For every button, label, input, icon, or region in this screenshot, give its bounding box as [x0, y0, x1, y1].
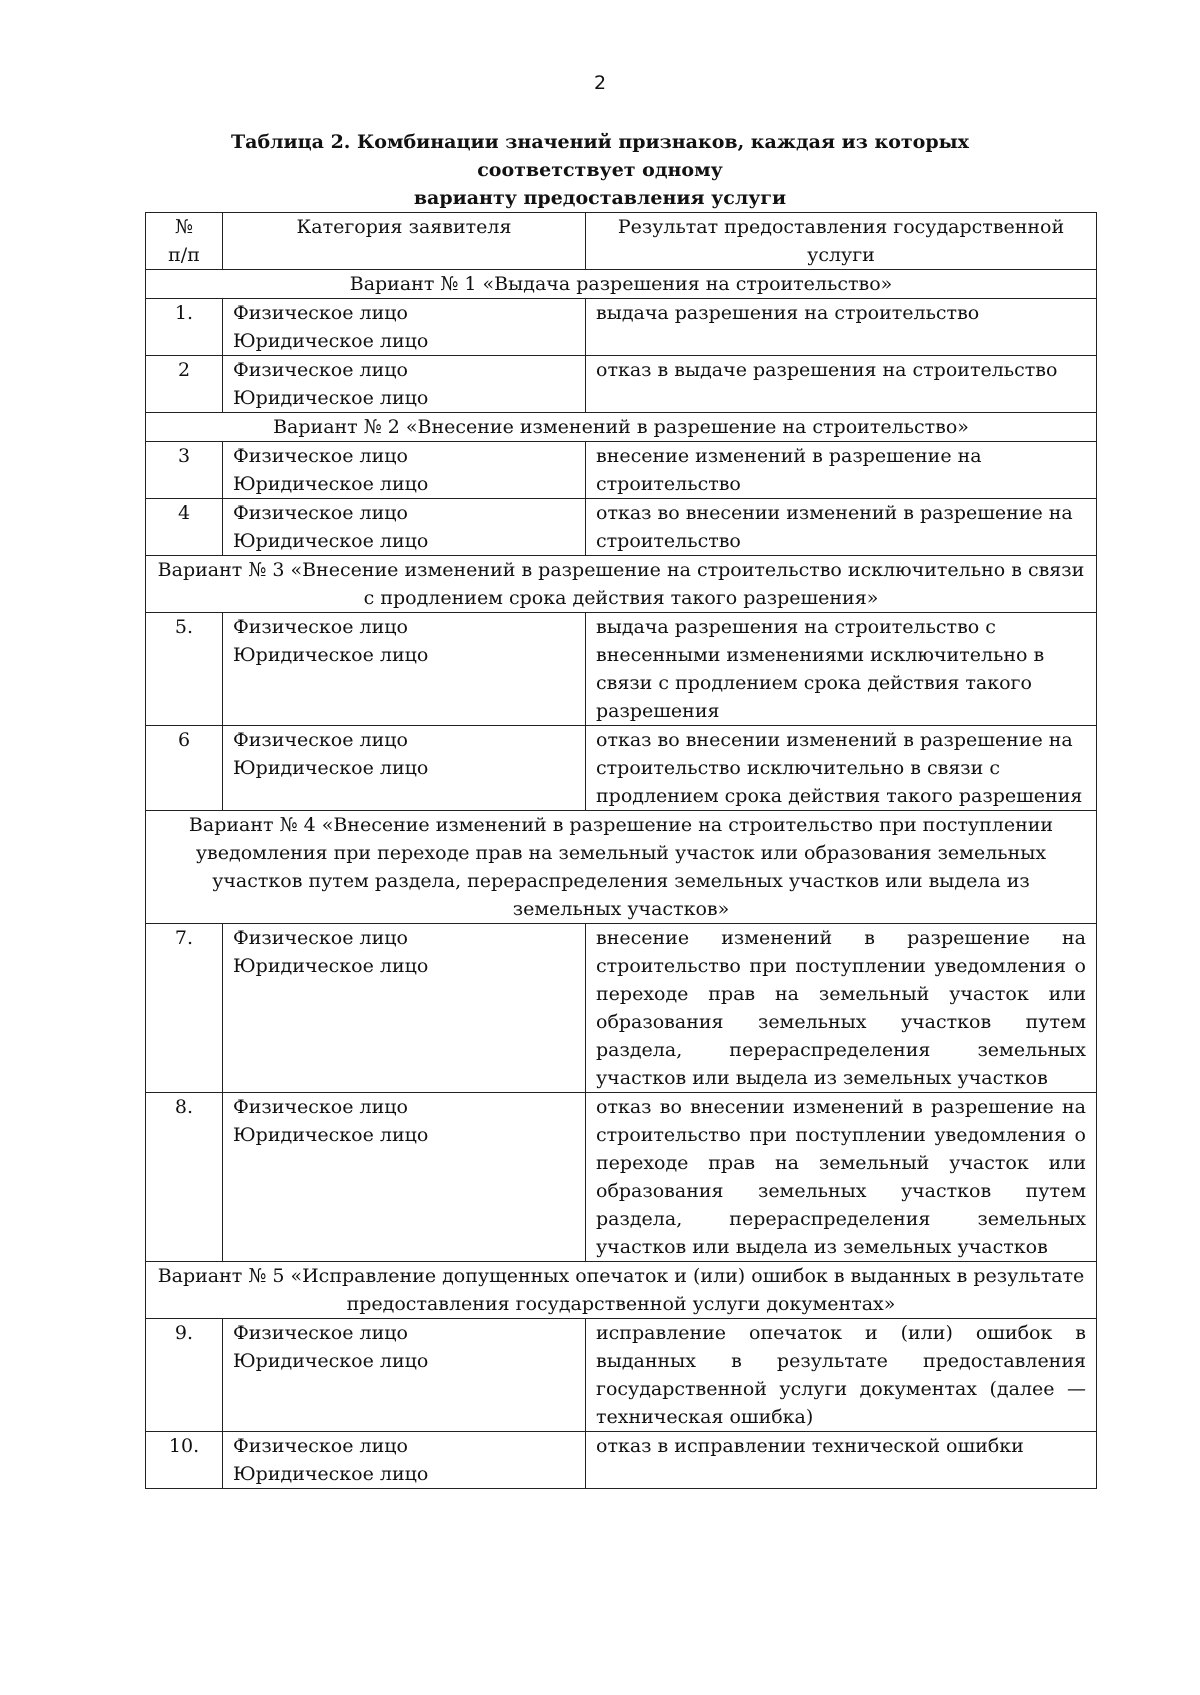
- service-result: выдача разрешения на строительство с внесенными изменениями исключительно в связи с продлением срока действия такого разрешения: [586, 613, 1097, 726]
- applicant-category: Физическое лицо Юридическое лицо: [223, 924, 586, 1093]
- table-row: [146, 499, 1097, 556]
- row-number: 4: [146, 499, 223, 556]
- row-number: 9.: [146, 1319, 223, 1432]
- applicant-category: Физическое лицо Юридическое лицо: [223, 1319, 586, 1432]
- variant-title: Вариант № 3 «Внесение изменений в разрешение на строительство исключительно в связи с продлением срока действия такого разрешения»: [146, 556, 1097, 613]
- service-result: отказ во внесении изменений в разрешение на строительство: [586, 499, 1097, 556]
- header-result: Результат предоставления государственной услуги: [586, 213, 1097, 270]
- applicant-category: Физическое лицо Юридическое лицо: [223, 1432, 586, 1489]
- service-result: внесение изменений в разрешение на строительство: [586, 442, 1097, 499]
- table-title-line-2: варианту предоставления услуги: [413, 187, 787, 209]
- service-result: выдача разрешения на строительство: [586, 299, 1097, 356]
- row-number: 5.: [146, 613, 223, 726]
- applicant-category: Физическое лицо Юридическое лицо: [223, 499, 586, 556]
- table-row: [146, 1319, 1097, 1432]
- applicant-category: Физическое лицо Юридическое лицо: [223, 726, 586, 811]
- service-result: внесение изменений в разрешение на строительство при поступлении уведомления о переходе прав на земельный участок или образования земельных участков путем раздела, перераспределения земельных участков или выдела из земельных участков: [586, 924, 1097, 1093]
- applicant-category: Физическое лицо Юридическое лицо: [223, 442, 586, 499]
- row-number: 1.: [146, 299, 223, 356]
- table-row: [146, 924, 1097, 1093]
- variant-title: Вариант № 2 «Внесение изменений в разрешение на строительство»: [146, 413, 1097, 442]
- variant-title: Вариант № 5 «Исправление допущенных опечаток и (или) ошибок в выданных в результате предоставления государственной услуги документах»: [146, 1262, 1097, 1319]
- applicant-category: Физическое лицо Юридическое лицо: [223, 613, 586, 726]
- applicant-category: Физическое лицо Юридическое лицо: [223, 1093, 586, 1262]
- service-result: отказ в выдаче разрешения на строительство: [586, 356, 1097, 413]
- row-number: 2: [146, 356, 223, 413]
- table-row: [146, 1432, 1097, 1489]
- table-title-line-1: Таблица 2. Комбинации значений признаков, каждая из которых соответствует одному: [231, 131, 969, 181]
- table-row: [146, 613, 1097, 726]
- page-number: 2: [593, 72, 607, 94]
- row-number: 8.: [146, 1093, 223, 1262]
- variant-title: Вариант № 4 «Внесение изменений в разрешение на строительство при поступлении уведомления при переходе прав на земельный участок или образования земельных участков путем раздела, перераспределения земельных участков или выдела из земельных участков»: [146, 811, 1097, 924]
- table-row: [146, 299, 1097, 356]
- table-row: [146, 726, 1097, 811]
- row-number: 3: [146, 442, 223, 499]
- service-result: отказ во внесении изменений в разрешение на строительство при поступлении уведомления о переходе прав на земельный участок или образования земельных участков путем раздела, перераспределения земельных участков или выдела из земельных участков: [586, 1093, 1097, 1262]
- header-number: № п/п: [146, 213, 223, 270]
- variant-title: Вариант № 1 «Выдача разрешения на строительство»: [146, 270, 1097, 299]
- row-number: 6: [146, 726, 223, 811]
- service-result: отказ во внесении изменений в разрешение на строительство исключительно в связи с продлением срока действия такого разрешения: [586, 726, 1097, 811]
- variant-row-2: [146, 413, 1097, 442]
- header-category: Категория заявителя: [223, 213, 586, 270]
- table-row: [146, 356, 1097, 413]
- row-number: 7.: [146, 924, 223, 1093]
- table-row: [146, 442, 1097, 499]
- variants-table: [145, 212, 1097, 1489]
- table-title: [150, 128, 1050, 212]
- applicant-category: Физическое лицо Юридическое лицо: [223, 299, 586, 356]
- variant-row-5: [146, 1262, 1097, 1319]
- variant-row-3: [146, 556, 1097, 613]
- service-result: исправление опечаток и (или) ошибок в выданных в результате предоставления государственной услуги документах (далее — техническая ошибка): [586, 1319, 1097, 1432]
- variant-row-4: [146, 811, 1097, 924]
- table-header-row: [146, 213, 1097, 270]
- row-number: 10.: [146, 1432, 223, 1489]
- service-result: отказ в исправлении технической ошибки: [586, 1432, 1097, 1489]
- applicant-category: Физическое лицо Юридическое лицо: [223, 356, 586, 413]
- table-row: [146, 1093, 1097, 1262]
- variant-row-1: [146, 270, 1097, 299]
